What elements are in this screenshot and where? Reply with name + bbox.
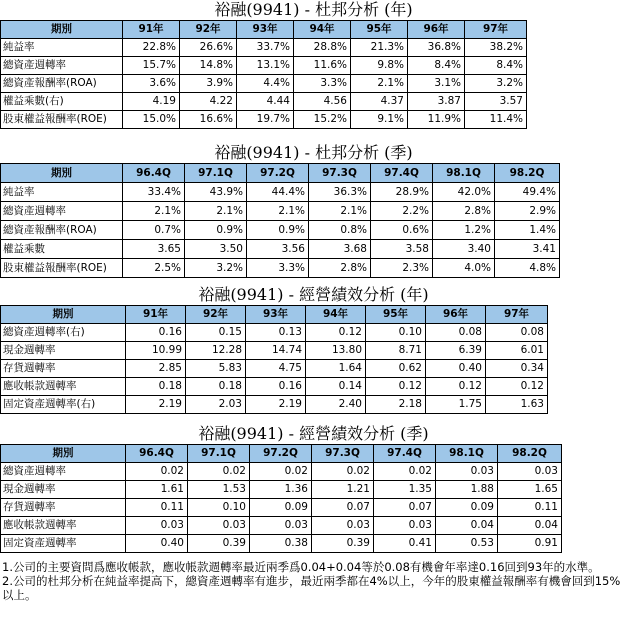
table-cell: 13.1% — [237, 57, 294, 75]
table-cell: 0.02 — [250, 463, 312, 481]
row-label: 股東權益報酬率(ROE) — [1, 259, 123, 278]
table-cell: 1.61 — [126, 481, 188, 499]
column-header: 97年 — [486, 306, 548, 324]
table-cell: 0.8% — [309, 221, 371, 240]
header-row — [1, 445, 562, 463]
table-cell: 2.1% — [351, 75, 408, 93]
table-cell: 3.3% — [247, 259, 309, 278]
column-header: 91年 — [123, 21, 180, 39]
table-cell: 38.2% — [465, 39, 527, 57]
table-cell: 0.10 — [366, 324, 426, 342]
table-cell: 0.11 — [498, 499, 562, 517]
table-row — [1, 360, 548, 378]
table-cell: 8.4% — [408, 57, 465, 75]
table-cell: 3.40 — [433, 240, 495, 259]
header-row — [1, 306, 548, 324]
table-cell: 0.07 — [374, 499, 436, 517]
table-row — [1, 517, 562, 535]
table-cell: 0.02 — [126, 463, 188, 481]
table-cell: 1.36 — [250, 481, 312, 499]
column-header: 94年 — [306, 306, 366, 324]
table-row — [1, 75, 527, 93]
table-cell: 14.8% — [180, 57, 237, 75]
table-row — [1, 93, 527, 111]
row-label: 固定資產週轉率(右) — [1, 396, 126, 414]
table-cell: 11.6% — [294, 57, 351, 75]
table-cell: 0.7% — [123, 221, 185, 240]
table-cell: 0.39 — [312, 535, 374, 553]
table-cell: 3.2% — [185, 259, 247, 278]
table-cell: 4.0% — [433, 259, 495, 278]
table-cell: 1.88 — [436, 481, 498, 499]
column-header: 96年 — [408, 21, 465, 39]
dupont-quarterly-section — [0, 143, 627, 274]
table-cell: 4.19 — [123, 93, 180, 111]
table-cell: 4.44 — [237, 93, 294, 111]
table-row — [1, 202, 560, 221]
table-cell: 4.4% — [237, 75, 294, 93]
table-cell: 2.03 — [186, 396, 246, 414]
table-cell: 0.12 — [306, 324, 366, 342]
table-cell: 6.01 — [486, 342, 548, 360]
table-cell: 2.19 — [246, 396, 306, 414]
table-cell: 8.71 — [366, 342, 426, 360]
column-header: 96.4Q — [126, 445, 188, 463]
table-cell: 0.09 — [250, 499, 312, 517]
table-cell: 0.40 — [126, 535, 188, 553]
table-cell: 28.9% — [371, 183, 433, 202]
table-cell: 3.68 — [309, 240, 371, 259]
row-label: 現金週轉率 — [1, 481, 126, 499]
table-cell: 12.28 — [186, 342, 246, 360]
table-cell: 0.14 — [306, 378, 366, 396]
table-row — [1, 342, 548, 360]
table-cell: 1.65 — [498, 481, 562, 499]
column-header: 95年 — [366, 306, 426, 324]
column-header: 97.1Q — [185, 164, 247, 183]
table-cell: 9.1% — [351, 111, 408, 129]
table-cell: 14.74 — [246, 342, 306, 360]
performance-annual-title: 裕融(9941) - 經營績效分析 (年) — [198, 285, 429, 304]
column-header: 91年 — [126, 306, 186, 324]
row-label: 存貨週轉率 — [1, 360, 126, 378]
table-cell: 22.8% — [123, 39, 180, 57]
table-cell: 0.9% — [185, 221, 247, 240]
table-cell: 2.1% — [247, 202, 309, 221]
column-header: 98.2Q — [495, 164, 560, 183]
table-cell: 2.1% — [123, 202, 185, 221]
table-cell: 3.58 — [371, 240, 433, 259]
column-header: 97.2Q — [247, 164, 309, 183]
table-cell: 13.80 — [306, 342, 366, 360]
table-cell: 0.34 — [486, 360, 548, 378]
table-cell: 0.03 — [188, 517, 250, 535]
analysis-notes — [2, 560, 624, 602]
table-row — [1, 481, 562, 499]
table-cell: 0.09 — [436, 499, 498, 517]
table-cell: 0.53 — [436, 535, 498, 553]
note-2: 2.公司的杜邦分析在純益率提高下，總資產週轉率有進步，最近兩季都在4%以上，今年的股東權益報酬率有機會回到15%以上。 — [2, 574, 621, 602]
header-row — [1, 164, 560, 183]
row-label: 總資產週轉率 — [1, 202, 123, 221]
table-cell: 0.16 — [246, 378, 306, 396]
performance-quarterly-title: 裕融(9941) - 經營績效分析 (季) — [198, 424, 429, 443]
row-label: 總資產報酬率(ROA) — [1, 221, 123, 240]
column-header: 98.2Q — [498, 445, 562, 463]
table-cell: 0.39 — [188, 535, 250, 553]
table-cell: 0.08 — [486, 324, 548, 342]
table-row — [1, 39, 527, 57]
table-cell: 33.4% — [123, 183, 185, 202]
table-row — [1, 378, 548, 396]
table-cell: 10.99 — [126, 342, 186, 360]
table-row — [1, 57, 527, 75]
row-label: 總資產報酬率(ROA) — [1, 75, 123, 93]
column-header: 98.1Q — [436, 445, 498, 463]
table-cell: 49.4% — [495, 183, 560, 202]
table-cell: 2.1% — [309, 202, 371, 221]
table-cell: 3.56 — [247, 240, 309, 259]
table-cell: 0.02 — [374, 463, 436, 481]
table-cell: 0.02 — [188, 463, 250, 481]
table-cell: 4.56 — [294, 93, 351, 111]
table-cell: 1.64 — [306, 360, 366, 378]
row-label: 總資產週轉率 — [1, 57, 123, 75]
table-row — [1, 183, 560, 202]
column-header: 97.3Q — [309, 164, 371, 183]
table-cell: 3.65 — [123, 240, 185, 259]
column-header: 98.1Q — [433, 164, 495, 183]
table-cell: 0.40 — [426, 360, 486, 378]
table-row — [1, 111, 527, 129]
dupont-annual-section — [0, 0, 627, 125]
table-cell: 0.03 — [250, 517, 312, 535]
table-cell: 28.8% — [294, 39, 351, 57]
table-cell: 0.15 — [186, 324, 246, 342]
data-table — [0, 20, 527, 129]
table-cell: 1.4% — [495, 221, 560, 240]
data-table — [0, 444, 562, 553]
table-cell: 0.6% — [371, 221, 433, 240]
row-label: 純益率 — [1, 39, 123, 57]
table-row — [1, 463, 562, 481]
row-label: 總資產週轉率(右) — [1, 324, 126, 342]
row-label: 股東權益報酬率(ROE) — [1, 111, 123, 129]
table-cell: 0.07 — [312, 499, 374, 517]
table-cell: 2.5% — [123, 259, 185, 278]
table-cell: 44.4% — [247, 183, 309, 202]
table-cell: 3.41 — [495, 240, 560, 259]
table-cell: 0.62 — [366, 360, 426, 378]
table-cell: 0.41 — [374, 535, 436, 553]
column-header: 92年 — [180, 21, 237, 39]
row-label: 權益乘數(右) — [1, 93, 123, 111]
column-header: 93年 — [246, 306, 306, 324]
table-cell: 4.37 — [351, 93, 408, 111]
table-cell: 3.3% — [294, 75, 351, 93]
table-cell: 0.08 — [426, 324, 486, 342]
row-label: 應收帳款週轉率 — [1, 378, 126, 396]
table-cell: 26.6% — [180, 39, 237, 57]
row-label: 總資產週轉率 — [1, 463, 126, 481]
table-row — [1, 499, 562, 517]
column-header: 97.1Q — [188, 445, 250, 463]
table-cell: 2.85 — [126, 360, 186, 378]
table-row — [1, 259, 560, 278]
period-header: 期別 — [1, 21, 123, 39]
column-header: 96年 — [426, 306, 486, 324]
header-row — [1, 21, 527, 39]
table-cell: 0.03 — [312, 517, 374, 535]
table-cell: 1.2% — [433, 221, 495, 240]
table-cell: 3.6% — [123, 75, 180, 93]
table-cell: 9.8% — [351, 57, 408, 75]
table-cell: 0.11 — [126, 499, 188, 517]
table-cell: 43.9% — [185, 183, 247, 202]
table-cell: 15.0% — [123, 111, 180, 129]
table-cell: 3.2% — [465, 75, 527, 93]
table-cell: 4.22 — [180, 93, 237, 111]
table-cell: 0.12 — [486, 378, 548, 396]
table-cell: 16.6% — [180, 111, 237, 129]
performance-quarterly-section — [0, 424, 627, 549]
table-cell: 0.03 — [126, 517, 188, 535]
period-header: 期別 — [1, 306, 126, 324]
column-header: 97.4Q — [374, 445, 436, 463]
row-label: 存貨週轉率 — [1, 499, 126, 517]
table-cell: 0.91 — [498, 535, 562, 553]
table-cell: 0.03 — [436, 463, 498, 481]
table-cell: 3.87 — [408, 93, 465, 111]
table-cell: 2.2% — [371, 202, 433, 221]
column-header: 97.3Q — [312, 445, 374, 463]
table-row — [1, 240, 560, 259]
table-cell: 2.1% — [185, 202, 247, 221]
table-cell: 0.12 — [426, 378, 486, 396]
table-cell: 0.18 — [186, 378, 246, 396]
row-label: 現金週轉率 — [1, 342, 126, 360]
table-cell: 8.4% — [465, 57, 527, 75]
table-cell: 36.3% — [309, 183, 371, 202]
row-label: 純益率 — [1, 183, 123, 202]
table-cell: 33.7% — [237, 39, 294, 57]
table-cell: 0.13 — [246, 324, 306, 342]
table-cell: 15.2% — [294, 111, 351, 129]
table-cell: 1.75 — [426, 396, 486, 414]
table-cell: 0.03 — [374, 517, 436, 535]
table-cell: 2.19 — [126, 396, 186, 414]
column-header: 97年 — [465, 21, 527, 39]
column-header: 96.4Q — [123, 164, 185, 183]
row-label: 應收帳款週轉率 — [1, 517, 126, 535]
column-header: 93年 — [237, 21, 294, 39]
table-row — [1, 221, 560, 240]
table-cell: 19.7% — [237, 111, 294, 129]
period-header: 期別 — [1, 164, 123, 183]
dupont-annual-title: 裕融(9941) - 杜邦分析 (年) — [214, 0, 413, 19]
column-header: 97.4Q — [371, 164, 433, 183]
table-cell: 0.9% — [247, 221, 309, 240]
table-cell: 4.8% — [495, 259, 560, 278]
table-cell: 0.12 — [366, 378, 426, 396]
row-label: 權益乘數 — [1, 240, 123, 259]
table-cell: 2.40 — [306, 396, 366, 414]
table-cell: 3.9% — [180, 75, 237, 93]
performance-annual-section — [0, 285, 627, 410]
table-cell: 0.02 — [312, 463, 374, 481]
table-cell: 2.9% — [495, 202, 560, 221]
table-cell: 1.35 — [374, 481, 436, 499]
table-cell: 3.50 — [185, 240, 247, 259]
table-cell: 1.53 — [188, 481, 250, 499]
row-label: 固定資產週轉率 — [1, 535, 126, 553]
table-row — [1, 535, 562, 553]
column-header: 92年 — [186, 306, 246, 324]
table-cell: 0.18 — [126, 378, 186, 396]
data-table — [0, 305, 548, 414]
table-cell: 6.39 — [426, 342, 486, 360]
table-cell: 3.57 — [465, 93, 527, 111]
table-cell: 0.04 — [498, 517, 562, 535]
table-cell: 4.75 — [246, 360, 306, 378]
column-header: 94年 — [294, 21, 351, 39]
table-cell: 0.16 — [126, 324, 186, 342]
table-cell: 21.3% — [351, 39, 408, 57]
table-cell: 2.3% — [371, 259, 433, 278]
table-cell: 42.0% — [433, 183, 495, 202]
column-header: 97.2Q — [250, 445, 312, 463]
note-1: 1.公司的主要資問爲應收帳款，應收帳款週轉率最近兩季爲0.04+0.04等於0.08有機會年率達0.16回到93年的水準。 — [2, 560, 600, 574]
table-cell: 0.03 — [498, 463, 562, 481]
table-row — [1, 396, 548, 414]
table-cell: 2.8% — [433, 202, 495, 221]
table-cell: 5.83 — [186, 360, 246, 378]
table-cell: 0.38 — [250, 535, 312, 553]
dupont-quarterly-title: 裕融(9941) - 杜邦分析 (季) — [214, 143, 413, 162]
table-row — [1, 324, 548, 342]
table-cell: 36.8% — [408, 39, 465, 57]
table-cell: 11.9% — [408, 111, 465, 129]
data-table — [0, 163, 560, 278]
table-cell: 15.7% — [123, 57, 180, 75]
table-cell: 1.21 — [312, 481, 374, 499]
table-cell: 11.4% — [465, 111, 527, 129]
table-cell: 2.18 — [366, 396, 426, 414]
table-cell: 3.1% — [408, 75, 465, 93]
column-header: 95年 — [351, 21, 408, 39]
table-cell: 2.8% — [309, 259, 371, 278]
table-cell: 1.63 — [486, 396, 548, 414]
table-cell: 0.10 — [188, 499, 250, 517]
period-header: 期別 — [1, 445, 126, 463]
table-cell: 0.04 — [436, 517, 498, 535]
